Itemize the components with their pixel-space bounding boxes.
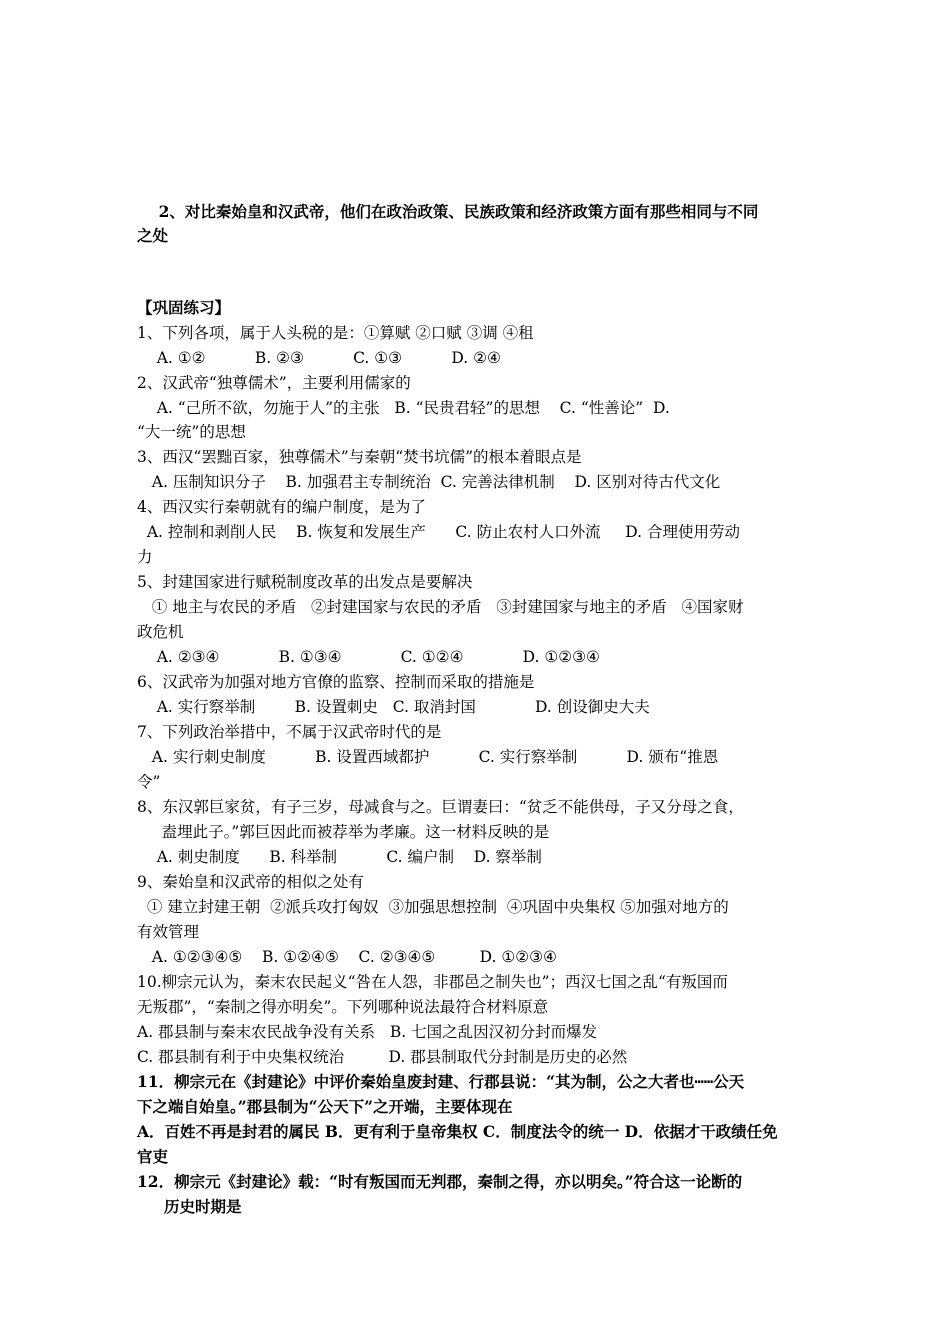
q11-stem: 11．柳宗元在《封建论》中评价秦始皇废封建、行郡县说：“其为制，公之大者也┅┅公天 [137,1072,745,1091]
q2-options-cont: “大一统”的思想 [137,423,246,441]
q5-items-cont: 政危机 [137,623,184,641]
q12-stem-cont: 历史时期是 [137,1197,242,1216]
q8-stem-cont: 盍埋此子。”郭巨因此而被荐举为孝廉。这一材料反映的是 [137,823,550,841]
q9-items: ① 建立封建王朝 ②派兵攻打匈奴 ③加强思想控制 ④巩固中央集权 ⑤加强对地方的 [137,898,729,916]
q8-options: A. 刺史制度 B. 科举制 C. 编户制 D. 察举制 [137,848,542,866]
q4-stem: 4、西汉实行秦朝就有的编户制度，是为了 [137,498,426,516]
q1-options: A. ①② B. ②③ C. ①③ D. ②④ [137,349,501,367]
q2-options: A. “己所不欲，勿施于人”的主张 B. “民贵君轻”的思想 C. “性善论” D. [137,399,670,417]
q5-items: ① 地主与农民的矛盾 ②封建国家与农民的矛盾 ③封建国家与地主的矛盾 ④国家财 [137,598,744,616]
q10-options-cd: C. 郡县制有利于中央集权统治 D. 郡县制取代分封制是历史的必然 [137,1048,628,1066]
question-2-line-1: 2、对比秦始皇和汉武帝，他们在政治政策、民族政策和经济政策方面有那些相同与不同 [137,202,759,221]
q6-options: A. 实行察举制 B. 设置刺史 C. 取消封国 D. 创设御史大夫 [137,698,650,716]
q2-stem: 2、汉武帝“独尊儒术”，主要利用儒家的 [137,374,411,392]
q10-stem: 10.柳宗元认为，秦末农民起义“咎在人怨，非郡邑之制失也”；西汉七国之乱“有叛国而 [137,973,728,991]
q5-stem: 5、封建国家进行赋税制度改革的出发点是要解决 [137,573,473,591]
q8-stem: 8、东汉郭巨家贫，有子三岁，母减食与之。巨谓妻曰：“贫乏不能供母，子又分母之食， [137,798,744,816]
q11-options-cont: 官吏 [137,1147,169,1166]
q5-options: A. ②③④ B. ①③④ C. ①②④ D. ①②③④ [137,648,600,666]
q3-options: A. 压制知识分子 B. 加强君主专制统治 C. 完善法律机制 D. 区别对待古代文化 [137,473,721,491]
q10-stem-cont: 无叛郡”，“秦制之得亦明矣”。下列哪种说法最符合材料原意 [137,998,549,1016]
q7-stem: 7、下列政治举措中，不属于汉武帝时代的是 [137,723,442,741]
q10-options-ab: A. 郡县制与秦末农民战争没有关系 B. 七国之乱因汉初分封而爆发 [137,1023,598,1041]
q12-stem: 12．柳宗元《封建论》载：“时有叛国而无判郡，秦制之得，亦以明矣。”符合这一论断的 [137,1172,743,1191]
question-2-line-2: 之处 [137,226,169,245]
q9-items-cont: 有效管理 [137,923,200,941]
q4-options: A. 控制和剥削人民 B. 恢复和发展生产 C. 防止农村人口外流 D. 合理使用劳动 [137,523,740,541]
q11-options: A．百姓不再是封君的属民 B．更有利于皇帝集权 C．制度法令的统一 D．依据才干政绩任免 [137,1122,778,1141]
q6-stem: 6、汉武帝为加强对地方官僚的监察、控制而采取的措施是 [137,673,535,691]
q9-options: A. ①②③④⑤ B. ①②④⑤ C. ②③④⑤ D. ①②③④ [137,948,557,966]
q4-options-cont: 力 [137,548,153,566]
q7-options: A. 实行刺史制度 B. 设置西域都护 C. 实行察举制 D. 颁布“推恩 [137,748,719,766]
q3-stem: 3、西汉“罢黜百家，独尊儒术”与秦朝“焚书坑儒”的根本着眼点是 [137,448,582,466]
q9-stem: 9、秦始皇和汉武帝的相似之处有 [137,873,364,891]
q1-stem: 1、下列各项，属于人头税的是：①算赋 ②口赋 ③调 ④租 [137,324,534,342]
q11-stem-cont: 下之端自始皇。”郡县制为“公天下”之开端，主要体现在 [137,1097,513,1116]
q7-options-cont: 令” [137,773,161,791]
section-heading: 【巩固练习】 [137,298,231,317]
